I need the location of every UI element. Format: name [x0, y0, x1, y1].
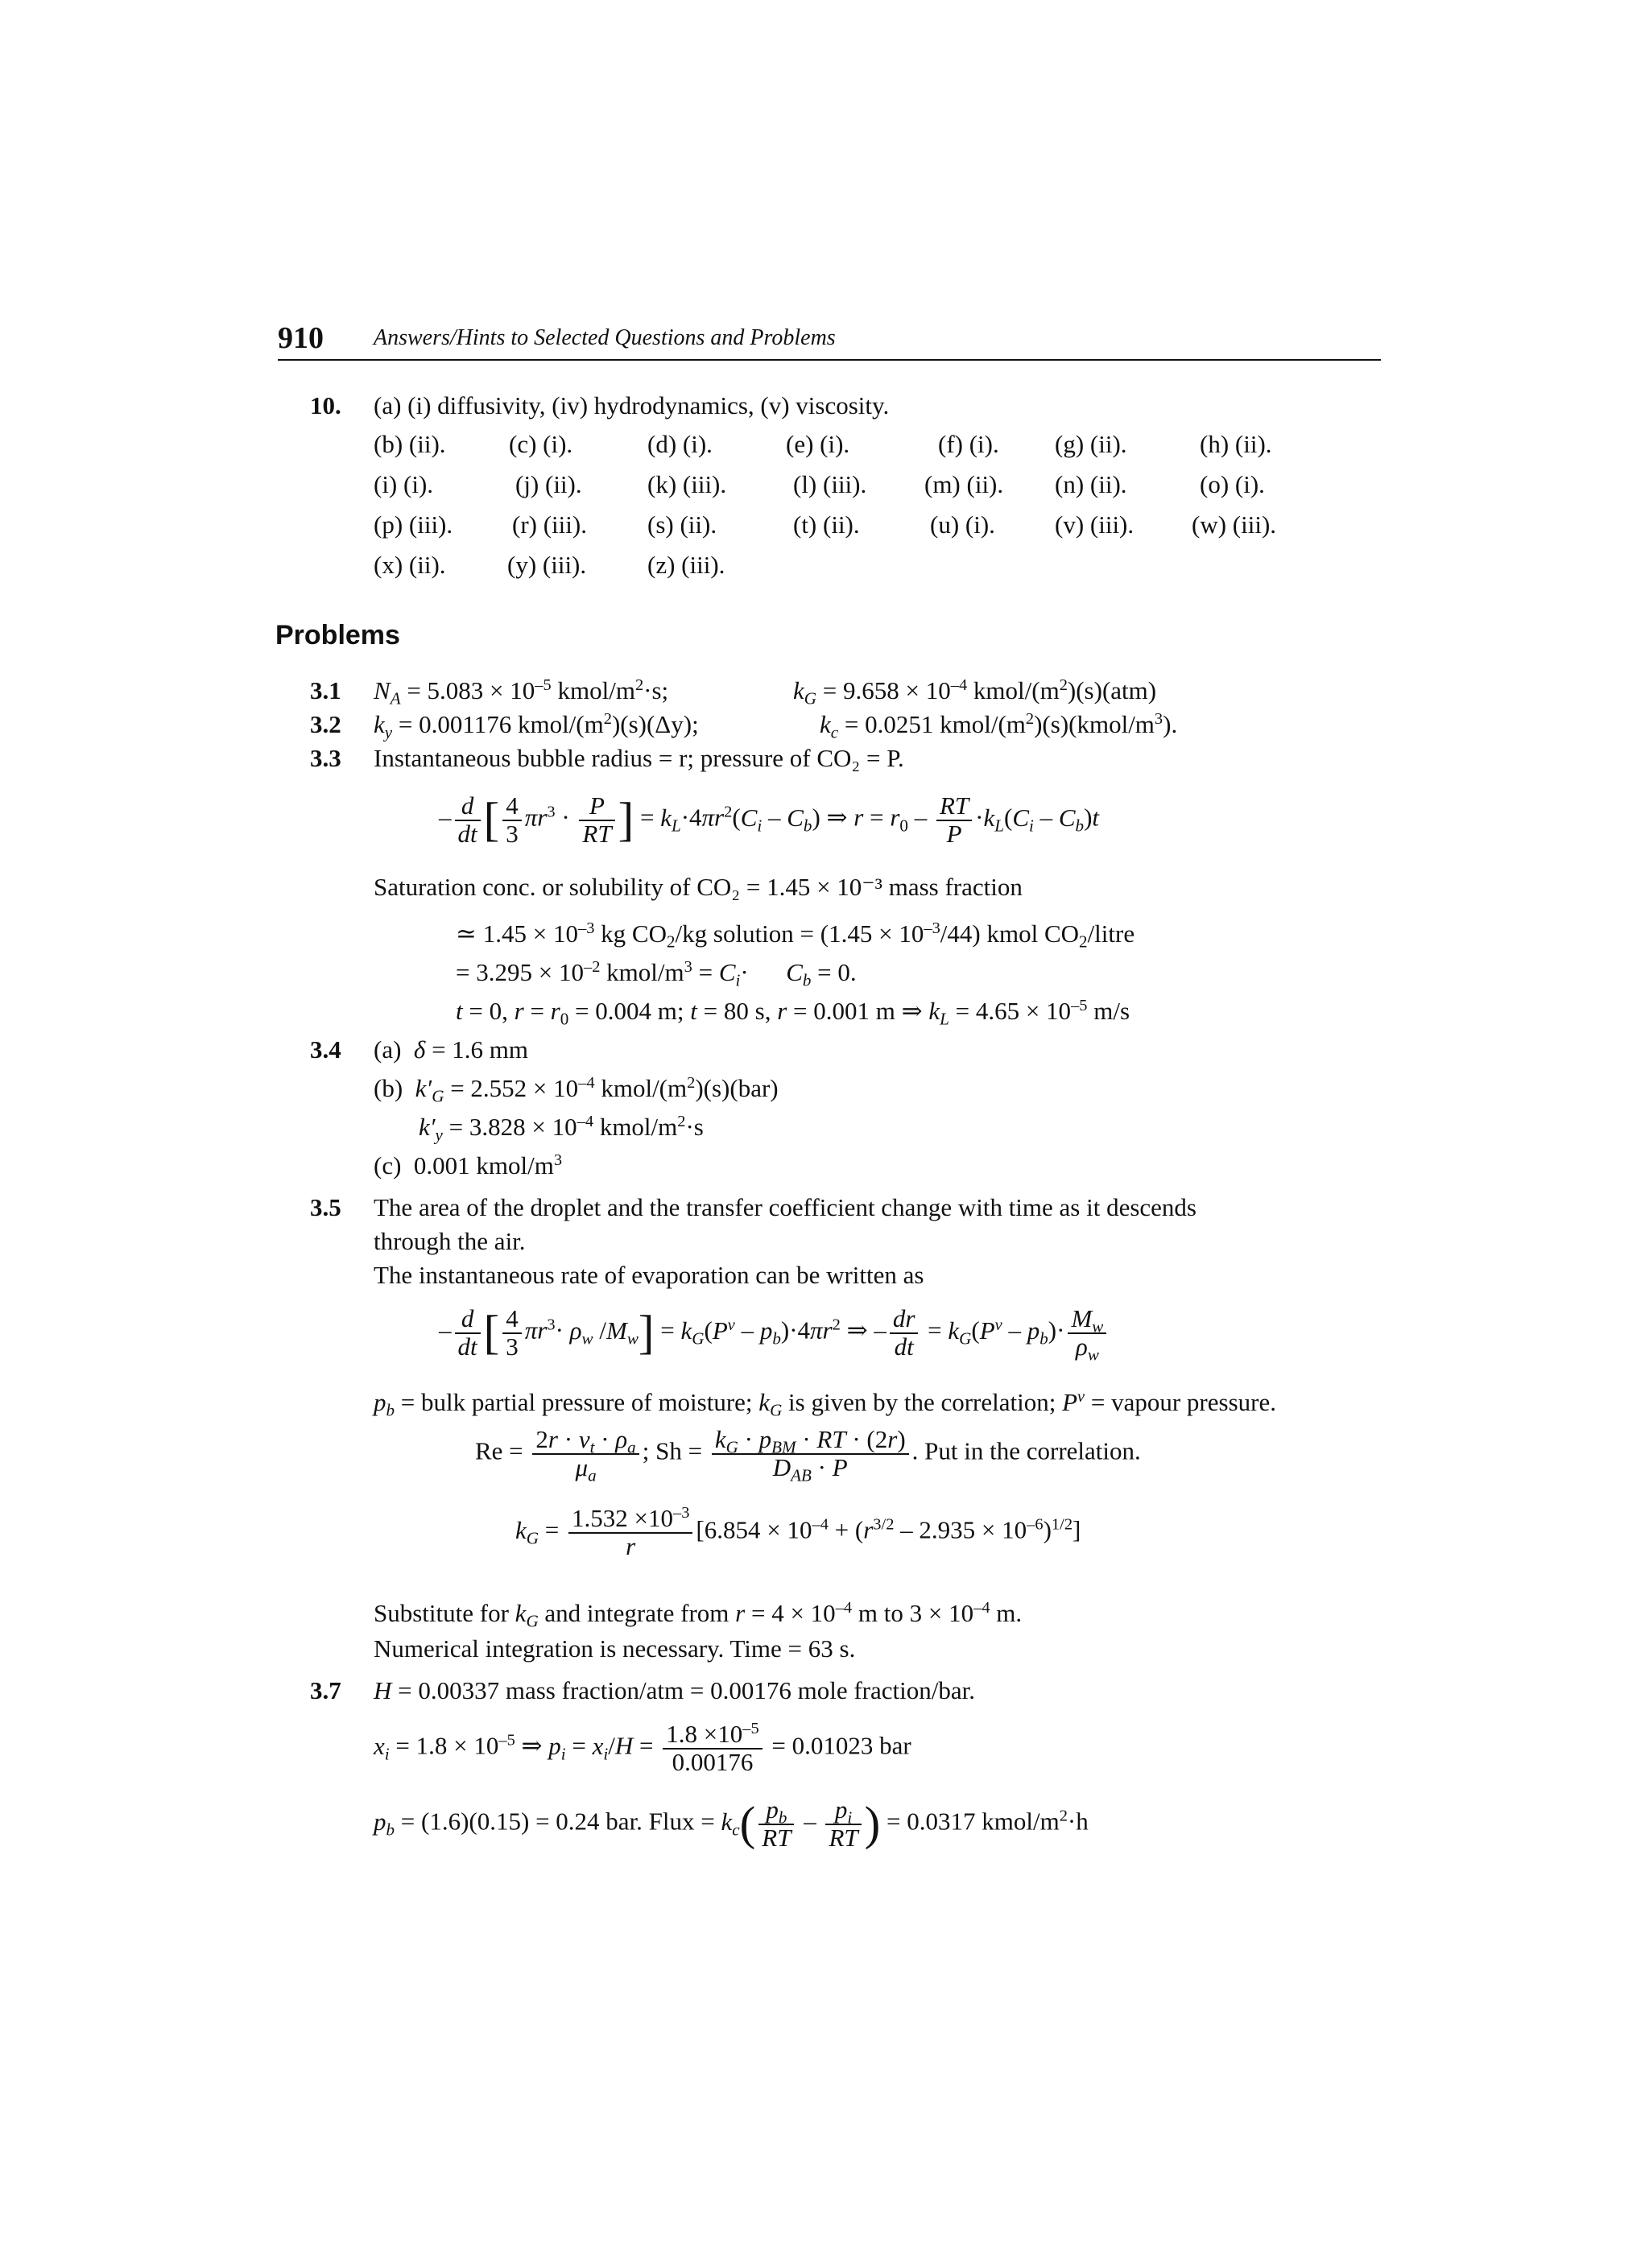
p33-line-a: ≃ $1.45 \times 10^{-3}$ kg $CO_2/kg$ solution = $(1.45 \times 10^{-3}/44)$ kmol $CO_2$/litre [456, 919, 1135, 952]
answer-item: (c) (i). [509, 430, 573, 458]
answer-item: (r) (iii). [512, 510, 587, 539]
problem-number: 3.2 [310, 710, 341, 738]
answer-item: (o) (i). [1200, 470, 1265, 498]
answer-item: (w) (iii). [1192, 510, 1277, 539]
p31-na: $N_A = 5.083 \times 10^{-5}$ kmol/$m^2\cdot s$; [374, 675, 669, 708]
answer-item: (v) (iii). [1055, 510, 1134, 539]
p35-equation: – $\frac{d}{dt}$ [ $\frac{4}{3}$ $\pi r^3\cdot \rho_w$ $/M_w] = k_G(P^v - p_b)\cdot 4\pi r^2$ ⇒ – $\frac{dr}{dt}$ = $k_G(P^v - p_b)\cdot$ $\frac{M_w}{\rho_w}$ [439, 1306, 1110, 1360]
p35-line1: The area of the droplet and the transfer coefficient change with time as it descends [374, 1193, 1197, 1221]
p35-pb-def: $p_b$ = bulk partial pressure of moisture; $k_G$ is given by the correlation; $P^v$ = vapour pressure. [374, 1387, 1276, 1420]
p35-numerical: Numerical integration is necessary. Time = 63 s. [374, 1634, 856, 1663]
header-rule [278, 359, 1381, 361]
p34-a: (a) δ = 1.6 mm [374, 1035, 529, 1064]
p35-line3: The instantaneous rate of evaporation can be written as [374, 1261, 924, 1289]
p31-kg: $k_G = 9.658 \times 10^{-4}$ kmol/$(m^2)(s)(atm)$ [793, 675, 1157, 708]
p32-kc: $k_c = 0.0251$ kmol/$(m^2)(s)(kmol/m^3)$. [820, 709, 1178, 742]
answer-item: (e) (i). [786, 430, 850, 458]
p35-put: . Put in the correlation. [911, 1436, 1141, 1465]
answer-item: (b) (ii). [374, 430, 446, 458]
p35-line2: through the air. [374, 1227, 526, 1255]
answer-item: (z) (iii). [647, 551, 725, 579]
answer-item: (f) (i). [938, 430, 999, 458]
p35-kg-equation: $k_G$ = $\frac{1.532 \times 10^{-3}}{r}$ $[6.854 \times 10^{-4} + (r^{3/2} - 2.935 \times 10^{-6})^{1/2}]$ [515, 1503, 1081, 1560]
answer-item: (u) (i). [930, 510, 995, 539]
running-header: Answers/Hints to Selected Questions and Problems [374, 325, 836, 350]
p33-saturation: Saturation conc. or solubility of CO₂ = 1.45 × 10⁻³ mass fraction [374, 873, 1023, 901]
answer-item: (l) (iii). [793, 470, 867, 498]
page-number: 910 [278, 321, 324, 355]
p37-h: H = 0.00337 mass fraction/atm = 0.00176 mole fraction/bar. [374, 1676, 975, 1704]
p33-line-c: t = 0, $r = r_0 = 0.004$ m; t = 80 s, r = 0.001 m ⇒ $k_L = 4.65 \times 10^{-5}$ m/s [456, 996, 1130, 1029]
answer-item: (j) (ii). [515, 470, 582, 498]
p33-line-b: = $3.295 \times 10^{-2}$ kmol/$m^3 = C_i\cdot$ $C_b = 0$. [456, 957, 857, 990]
problem-number: 3.3 [310, 744, 341, 772]
p35-re-sh: Re = $\frac{2r \cdot v_t \cdot \rho_a}{\mu_a}$ ; Sh = $\frac{k_G \cdot p_{BM} \cdot RT \cdot (2r)}{D_{AB} \cdot P}$ . Put in the correlation. [475, 1425, 1141, 1485]
p34-ky: $k'_y = 3.828 \times 10^{-4}$ kmol/$m^2\cdot s$ [419, 1112, 704, 1145]
p35-substitute: Substitute for $k_G$ and integrate from $r = 4 \times 10^{-4}$ m to $3 \times 10^{-4}$ m. [374, 1598, 1023, 1631]
answer-item: (y) (iii). [507, 551, 587, 579]
answer-item: (g) (ii). [1055, 430, 1127, 458]
answer-item: (d) (i). [647, 430, 713, 458]
problem-number: 3.1 [310, 676, 341, 704]
answer-item: (p) (iii). [374, 510, 453, 539]
problem-number: 3.7 [310, 1676, 341, 1704]
question-number: 10. [310, 391, 341, 419]
p34-b: (b) $k'_G = 2.552 \times 10^{-4}$ kmol/$(m^2)(s)(bar)$ [374, 1073, 779, 1106]
section-heading: Problems [275, 620, 400, 651]
answer-item: (h) (ii). [1200, 430, 1272, 458]
p33-equation: – $\frac{d}{dt}$ [ $\frac{4}{3}$ $\pi r^3$ · $\frac{P}{RT}$ ] = $k_L\cdot 4\pi r^2(C_i - C_b)$ ⇒ $r = r_0$ – $\frac{RT}{P}$ $\cdot k_L(C_i - C_b)t$ [439, 791, 1100, 848]
p33-intro: Instantaneous bubble radius = r; pressure of CO₂ = P. [374, 744, 904, 772]
q10-part-a: (a) (i) diffusivity, (iv) hydrodynamics, (v) viscosity. [374, 391, 890, 419]
answer-item: (x) (ii). [374, 551, 446, 579]
p34-c: (c) 0.001 kmol/$m^3$ [374, 1151, 563, 1179]
problem-number: 3.5 [310, 1193, 341, 1221]
problem-number: 3.4 [310, 1035, 341, 1064]
answer-item: (s) (ii). [647, 510, 717, 539]
answer-item: (i) (i). [374, 470, 434, 498]
p37-xi: $x_i = 1.8 \times 10^{-5}$ ⇒ $p_i = x_i/H$ = $\frac{1.8 \times 10^{-5}}{0.00176}$ = 0.01023 bar [374, 1719, 911, 1776]
answer-item: (t) (ii). [793, 510, 860, 539]
answer-item: (k) (iii). [647, 470, 727, 498]
p37-flux: $p_b = (1.6)(0.15) = 0.24$ bar. Flux = $k_c$( $\frac{p_b}{RT}$ – $\frac{p_i}{RT}$ ) = 0.0317 kmol/$m^2\cdot h$ [374, 1795, 1089, 1852]
answer-item: (n) (ii). [1055, 470, 1127, 498]
answer-item: (m) (ii). [924, 470, 1004, 498]
p32-ky: $k_y = 0.001176$ kmol/$(m^2)(s)(\Delta y)$; [374, 709, 699, 742]
